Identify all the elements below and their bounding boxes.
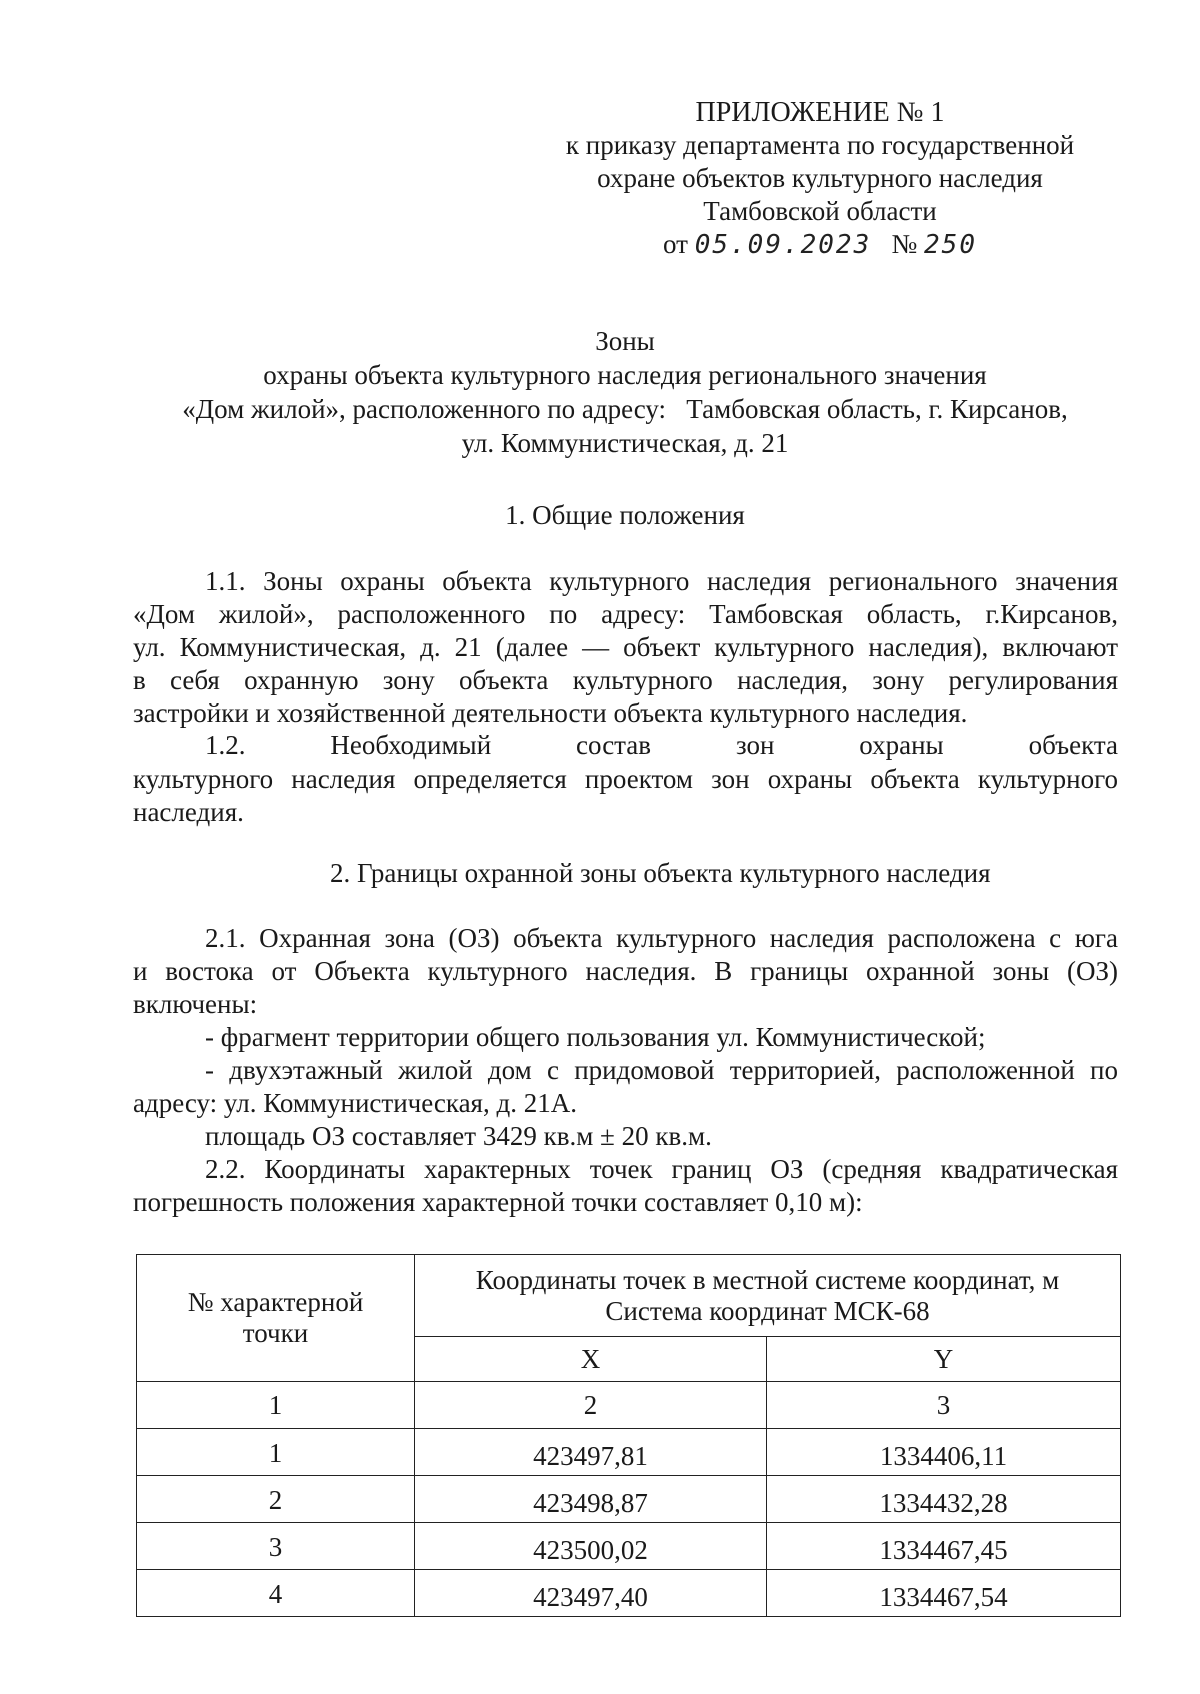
doc-title-line-3: «Дом жилой», расположенного по адресу: Тамбовская область, г. Кирсанов, bbox=[182, 394, 1068, 424]
row-x: 423497,81 bbox=[415, 1429, 767, 1476]
p21-line-3: включены: bbox=[133, 989, 258, 1019]
row-point-number: 4 bbox=[137, 1570, 415, 1617]
area-statement: площадь ОЗ составляет 3429 кв.м ± 20 кв.м. bbox=[205, 1121, 712, 1151]
item2-line-1: - двухэтажный жилой дом с придомовой территорией, расположенной по bbox=[205, 1055, 1118, 1085]
table-row bbox=[137, 1570, 1121, 1617]
list-item: - фрагмент территории общего пользования ул. Коммунистической; bbox=[205, 1022, 986, 1052]
date-prefix: от bbox=[663, 229, 688, 259]
row-y: 1334406,11 bbox=[767, 1429, 1121, 1476]
column-number-3: 3 bbox=[767, 1382, 1121, 1429]
header-coords-line-1: Координаты точек в местной системе координат, м bbox=[475, 1264, 1060, 1295]
p11-line-2: «Дом жилой», расположенного по адресу: Тамбовская область, г.Кирсанов, bbox=[133, 599, 1118, 629]
document-title bbox=[130, 324, 1120, 460]
p12-word-5: охраны bbox=[859, 730, 944, 760]
section-1-heading: 1. Общие положения bbox=[505, 500, 745, 530]
paragraph-1-1 bbox=[133, 565, 1118, 730]
p12-line-3: наследия. bbox=[133, 797, 244, 827]
p11-line-5: застройки и хозяйственной деятельности объекта культурного наследия. bbox=[133, 698, 968, 728]
paragraph-2-1 bbox=[133, 922, 1118, 1021]
list-item bbox=[133, 1054, 1118, 1120]
p21-line-1: 2.1. Охранная зона (ОЗ) объекта культурного наследия расположена с юга bbox=[205, 923, 1118, 953]
row-point-number: 2 bbox=[137, 1476, 415, 1523]
p21-line-2: и востока от Объекта культурного наследия. В границы охранной зоны (ОЗ) bbox=[133, 956, 1118, 986]
doc-title-line-4: ул. Коммунистическая, д. 21 bbox=[461, 428, 789, 458]
p12-word-2: Необходимый bbox=[330, 730, 492, 760]
header-coords-line-2: Система координат МСК-68 bbox=[605, 1295, 930, 1326]
appendix-date-line bbox=[520, 228, 1120, 262]
appendix-line-3: Тамбовской области bbox=[703, 196, 937, 226]
p11-line-4: в себя охранную зону объекта культурного наследия, зону регулирования bbox=[133, 665, 1118, 695]
p12-line-1 bbox=[205, 730, 1118, 761]
row-x: 423500,02 bbox=[415, 1523, 767, 1570]
appendix-title: ПРИЛОЖЕНИЕ № 1 bbox=[695, 97, 945, 128]
coordinates-table bbox=[136, 1254, 1121, 1617]
section-2-heading: 2. Границы охранной зоны объекта культурного наследия bbox=[330, 858, 991, 888]
p12-word-6: объекта bbox=[1028, 730, 1118, 760]
p11-line-3: ул. Коммунистическая, д. 21 (далее — объект культурного наследия), включают bbox=[133, 632, 1118, 662]
number-prefix: № bbox=[891, 229, 918, 259]
p12-word-3: состав bbox=[576, 730, 652, 760]
header-point-line-1: № характерной bbox=[187, 1287, 364, 1317]
row-point-number: 3 bbox=[137, 1523, 415, 1570]
column-number-2: 2 bbox=[415, 1382, 767, 1429]
header-x: X bbox=[415, 1337, 767, 1382]
p12-word-4: зон bbox=[735, 730, 775, 760]
table-row bbox=[137, 1523, 1121, 1570]
row-x: 423498,87 bbox=[415, 1476, 767, 1523]
appendix-line-2: охране объектов культурного наследия bbox=[597, 163, 1043, 193]
table-row bbox=[137, 1429, 1121, 1476]
p22-line-1: 2.2. Координаты характерных точек границ ОЗ (средняя квадратическая bbox=[205, 1154, 1118, 1184]
header-point-number bbox=[137, 1255, 415, 1382]
row-y: 1334432,28 bbox=[767, 1476, 1121, 1523]
handwritten-date: 05.09.2023 bbox=[694, 230, 872, 260]
p22-line-2: погрешность положения характерной точки составляет 0,10 м): bbox=[133, 1187, 863, 1217]
paragraph-1-2 bbox=[133, 763, 1118, 829]
item2-line-2: адресу: ул. Коммунистическая, д. 21А. bbox=[133, 1088, 577, 1118]
doc-title-line-1: Зоны bbox=[595, 326, 655, 356]
appendix-line-1: к приказу департамента по государственной bbox=[565, 130, 1075, 160]
header-y: Y bbox=[767, 1337, 1121, 1382]
column-number-1: 1 bbox=[137, 1382, 415, 1429]
p11-line-1: 1.1. Зоны охраны объекта культурного наследия регионального значения bbox=[205, 566, 1118, 596]
header-coordinates bbox=[415, 1255, 1121, 1337]
p12-line-2: культурного наследия определяется проектом зон охраны объекта культурного bbox=[133, 764, 1118, 794]
appendix-header bbox=[520, 96, 1120, 262]
header-point-line-2: точки bbox=[242, 1318, 309, 1348]
paragraph-2-2 bbox=[133, 1153, 1118, 1219]
p12-word-1: 1.2. bbox=[205, 730, 246, 760]
row-x: 423497,40 bbox=[415, 1570, 767, 1617]
row-point-number: 1 bbox=[137, 1429, 415, 1476]
row-y: 1334467,45 bbox=[767, 1523, 1121, 1570]
doc-title-line-2: охраны объекта культурного наследия регионального значения bbox=[263, 360, 987, 390]
handwritten-number: 250 bbox=[924, 230, 977, 260]
table-row bbox=[137, 1476, 1121, 1523]
row-y: 1334467,54 bbox=[767, 1570, 1121, 1617]
